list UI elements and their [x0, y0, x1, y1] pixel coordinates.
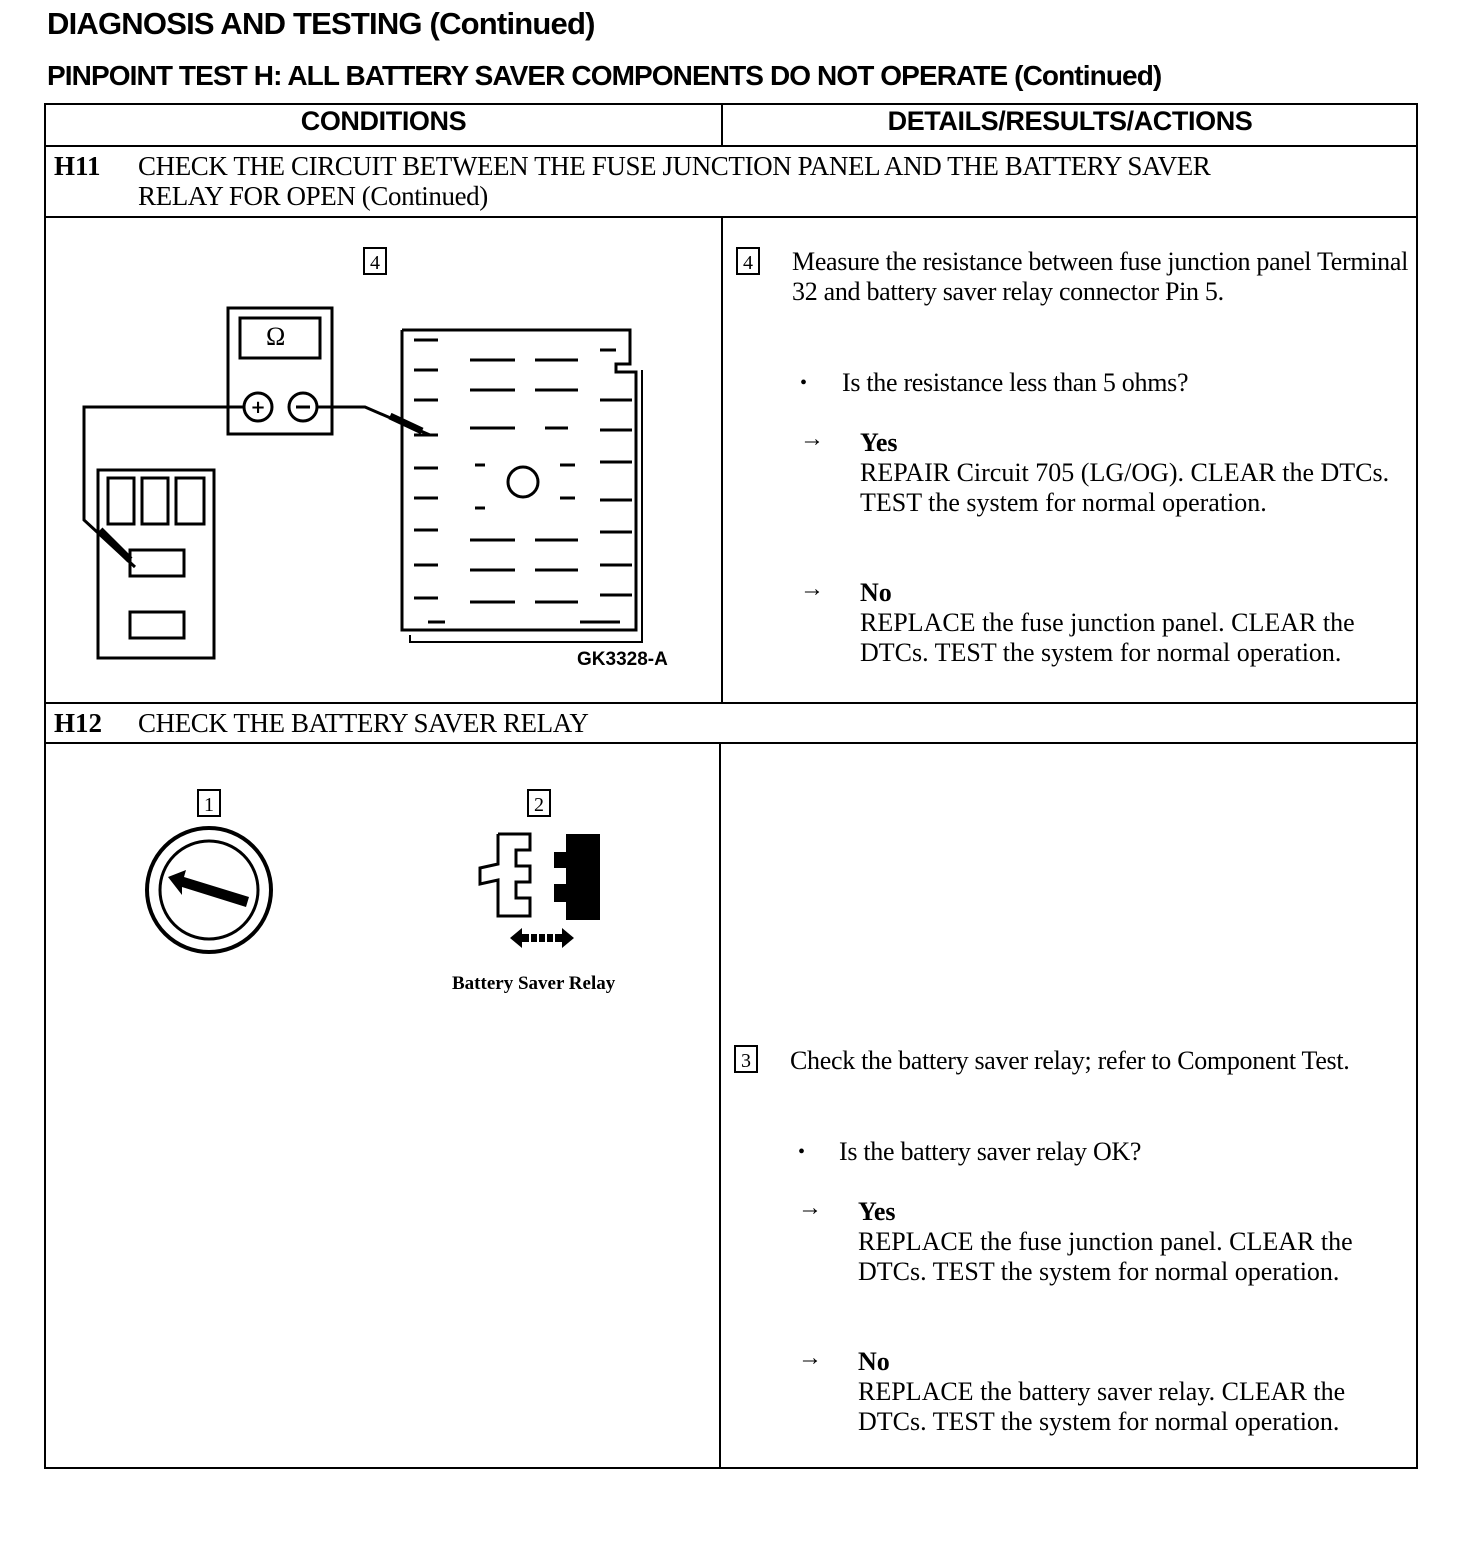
h12-yes-result — [858, 1197, 1398, 1287]
arrow-icon: → — [800, 576, 824, 602]
h11-step-title — [138, 151, 1413, 211]
relay-plug-icon — [480, 834, 530, 916]
h12-yes-action: REPLACE the fuse junction panel. CLEAR the DTCs. TEST the system for normal operation. — [858, 1227, 1353, 1286]
h12-step-title: CHECK THE BATTERY SAVER RELAY — [138, 708, 589, 738]
h12-instruction: Check the battery saver relay; refer to Component Test. — [790, 1046, 1350, 1075]
arrow-icon: → — [798, 1345, 822, 1371]
h12-step-code: H12 — [54, 708, 103, 738]
disconnect-arrow-icon — [510, 928, 574, 948]
h11-title-line1: CHECK THE CIRCUIT BETWEEN THE FUSE JUNCTION PANEL AND THE BATTERY SAVER — [138, 151, 1211, 181]
fuse-junction-panel-icon — [402, 330, 636, 630]
column-divider — [719, 743, 721, 1469]
h11-no-result — [860, 578, 1400, 668]
column-divider — [721, 217, 723, 703]
arrow-icon: → — [800, 426, 824, 452]
h11-figure-id: GK3328-A — [577, 649, 668, 670]
ignition-key-pointer — [168, 870, 249, 907]
h12-step-number-box: 3 — [734, 1045, 758, 1073]
pinpoint-test-title: PINPOINT TEST H: ALL BATTERY SAVER COMPONENTS DO NOT OPERATE (Continued) — [47, 60, 1162, 91]
h11-figure-step-box: 4 — [363, 247, 387, 275]
page-title: DIAGNOSIS AND TESTING (Continued) — [47, 6, 595, 41]
h12-yes-label: Yes — [858, 1197, 896, 1226]
ignition-switch-figure — [134, 815, 284, 965]
header-rule — [45, 145, 1417, 147]
h11-question: Is the resistance less than 5 ohms? — [842, 368, 1189, 397]
h12-figure1-step-box: 1 — [197, 789, 221, 817]
h11-end-rule — [45, 702, 1417, 704]
details-header: DETAILS/RESULTS/ACTIONS — [887, 106, 1253, 136]
conditions-header: CONDITIONS — [300, 106, 467, 136]
relay-connector-icon — [98, 470, 214, 658]
bullet-icon: • — [800, 372, 808, 394]
h11-title-rule — [45, 216, 1417, 218]
bullet-icon: • — [798, 1141, 806, 1163]
h11-step-number-box: 4 — [736, 247, 760, 275]
h12-no-label: No — [858, 1347, 890, 1376]
arrow-icon: → — [798, 1195, 822, 1221]
h11-no-label: No — [860, 578, 892, 607]
battery-saver-relay-icon — [554, 834, 600, 920]
h11-title-line2: RELAY FOR OPEN (Continued) — [138, 181, 488, 211]
relay-caption: Battery Saver Relay — [452, 973, 616, 994]
h12-question: Is the battery saver relay OK? — [839, 1137, 1142, 1166]
svg-text:+: + — [250, 397, 266, 418]
h12-title-rule — [45, 742, 1417, 744]
h11-ohmmeter-figure — [60, 230, 660, 680]
battery-saver-relay-figure — [470, 828, 610, 958]
h12-figure2-step-box: 2 — [527, 789, 551, 817]
ohm-symbol: Ω — [266, 322, 286, 351]
h11-instruction: Measure the resistance between fuse junction panel Terminal 32 and battery saver relay connector Pin 5. — [792, 247, 1409, 306]
h12-no-action: REPLACE the battery saver relay. CLEAR the DTCs. TEST the system for normal operation. — [858, 1377, 1346, 1436]
h11-yes-label: Yes — [860, 428, 898, 457]
h11-step-code: H11 — [54, 151, 101, 181]
h12-no-result — [858, 1347, 1398, 1437]
h11-yes-action: REPAIR Circuit 705 (LG/OG). CLEAR the DTCs. TEST the system for normal operation. — [860, 458, 1390, 517]
h11-no-action: REPLACE the fuse junction panel. CLEAR the DTCs. TEST the system for normal operation. — [860, 608, 1355, 667]
h11-yes-result — [860, 428, 1400, 518]
